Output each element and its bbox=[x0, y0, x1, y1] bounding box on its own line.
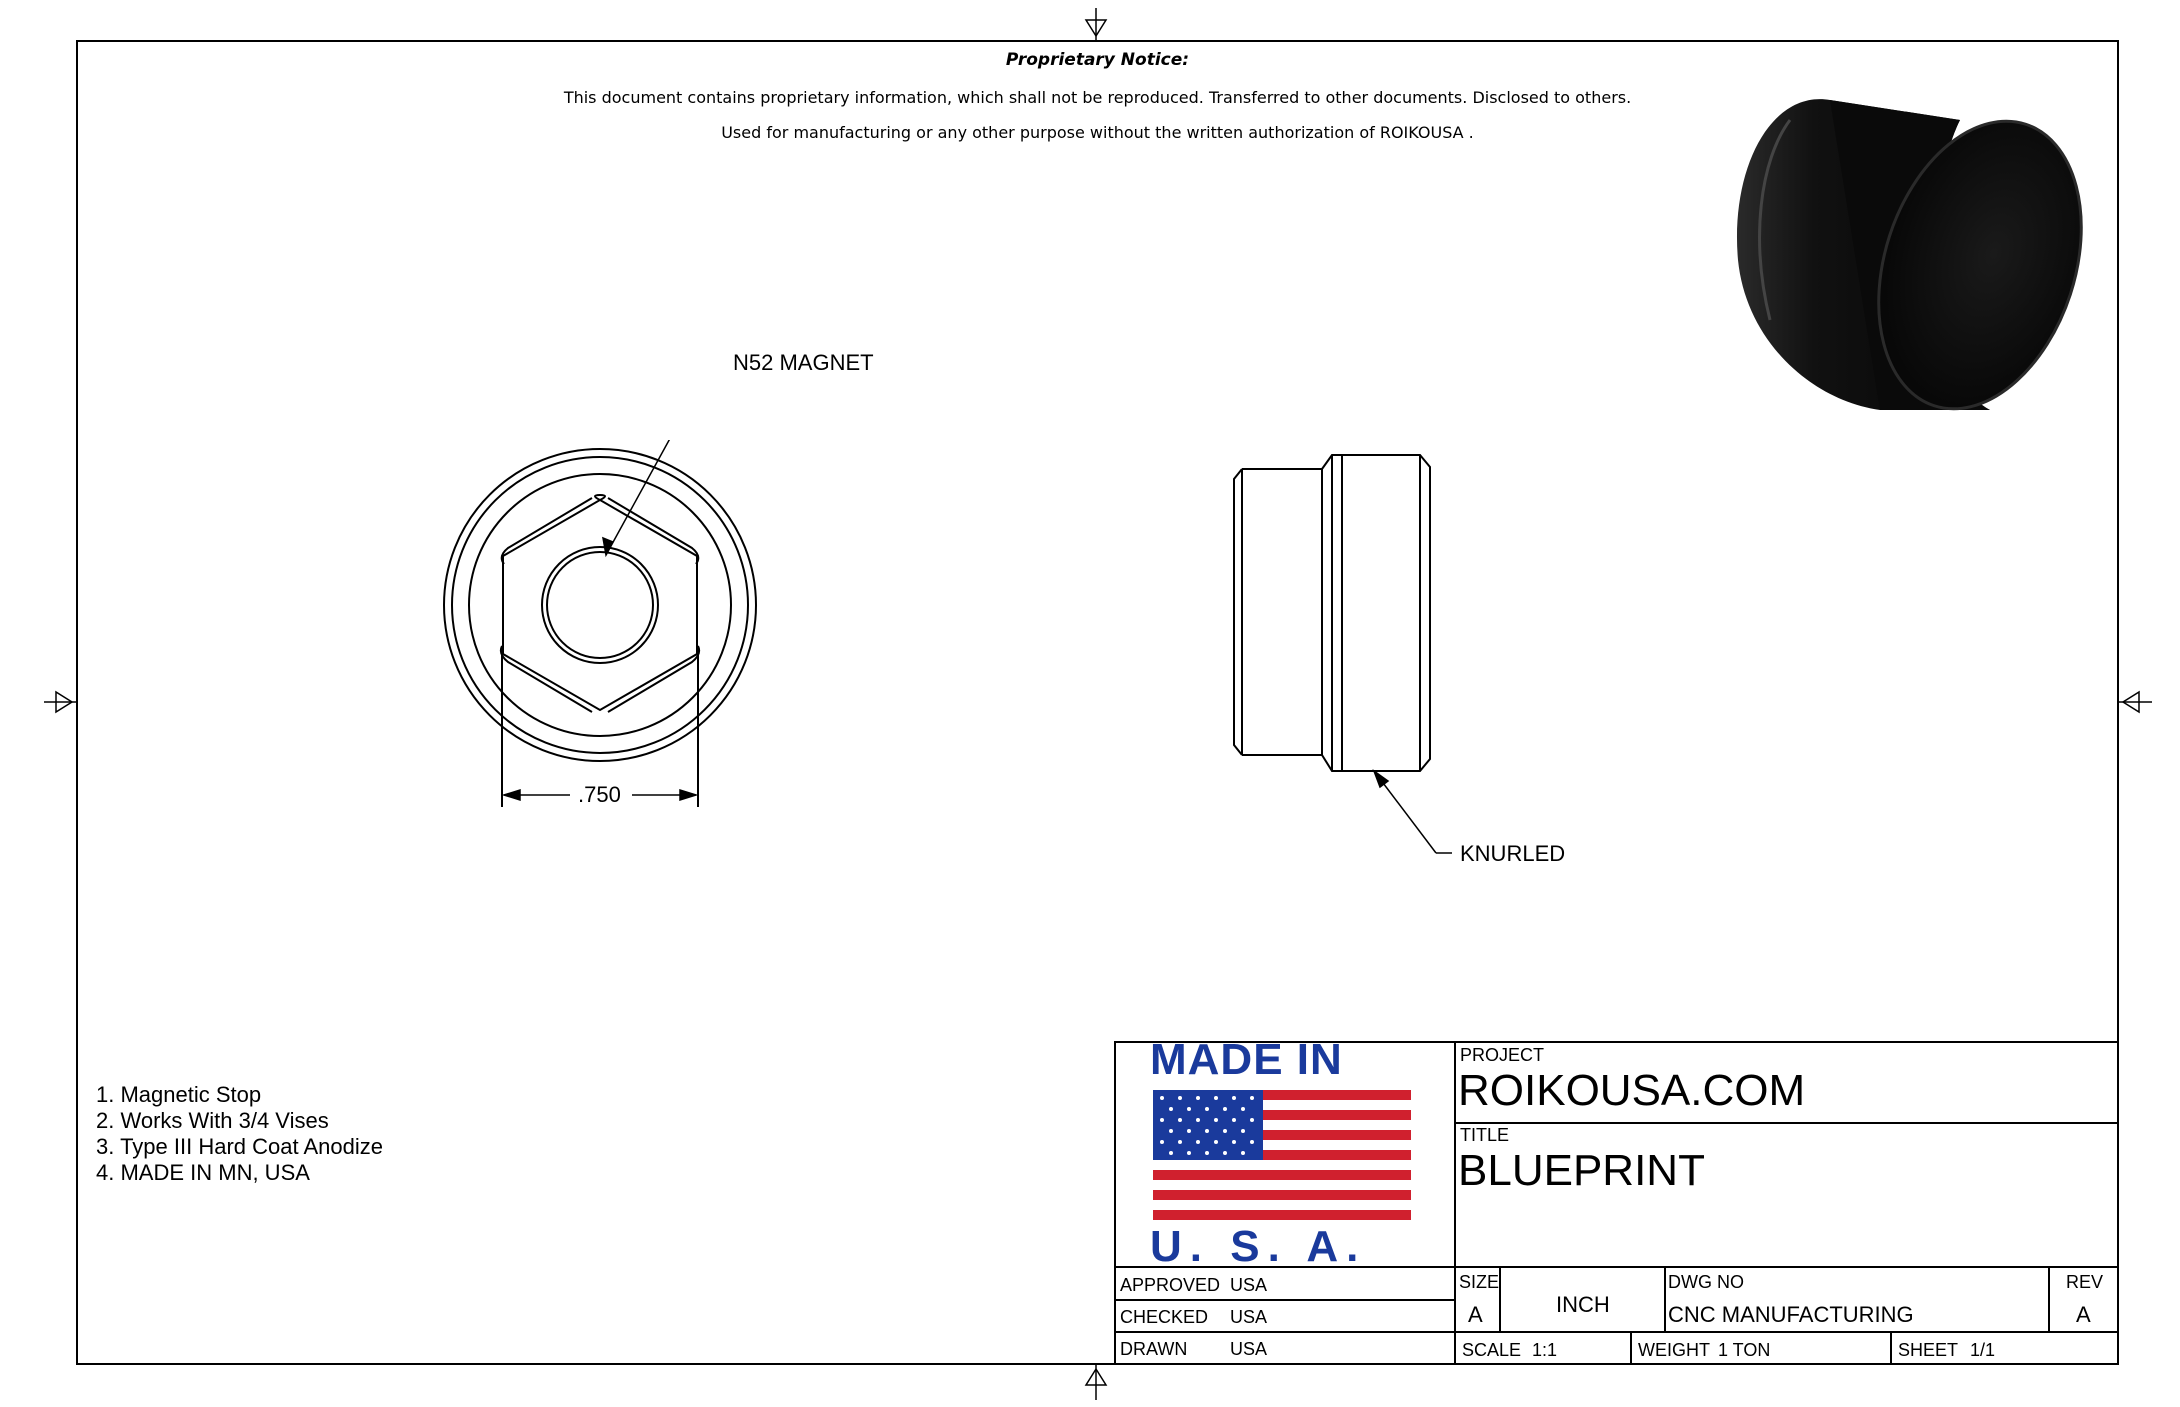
general-notes bbox=[96, 1082, 383, 1186]
front-view-drawing bbox=[420, 440, 780, 840]
units-value: INCH bbox=[1556, 1292, 1610, 1317]
project-value: ROIKOUSA.COM bbox=[1458, 1066, 1806, 1115]
checked-value: USA bbox=[1230, 1307, 1268, 1327]
dwg-no-label: DWG NO bbox=[1668, 1272, 1744, 1292]
notice-title: Proprietary Notice: bbox=[1005, 50, 1190, 70]
sheet-value: 1/1 bbox=[1970, 1340, 1996, 1360]
scale-label: SCALE bbox=[1462, 1340, 1522, 1360]
scale-value: 1:1 bbox=[1532, 1340, 1558, 1360]
sheet-label: SHEET bbox=[1898, 1340, 1959, 1360]
dimension-label: .750 bbox=[578, 782, 621, 807]
side-view-drawing bbox=[1220, 445, 1580, 865]
note-item: 2. Works With 3/4 Vises bbox=[96, 1108, 329, 1133]
rev-value: A bbox=[2076, 1302, 2091, 1327]
checked-label: CHECKED bbox=[1120, 1307, 1209, 1327]
rev-label: REV bbox=[2066, 1272, 2104, 1292]
approved-label: APPROVED bbox=[1120, 1275, 1221, 1295]
magnet-callout: N52 MAGNET bbox=[733, 350, 874, 375]
part-render-image bbox=[1730, 80, 2090, 440]
project-label: PROJECT bbox=[1460, 1045, 1545, 1065]
note-item: 1. Magnetic Stop bbox=[96, 1082, 262, 1107]
notice-line-2: Used for manufacturing or any other purpose without the written authorization of ROIKOUSA . bbox=[721, 123, 1474, 142]
weight-value: 1 TON bbox=[1718, 1340, 1771, 1360]
notice-line-1: This document contains proprietary information, which shall not be reproduced. Transferred to other documents. Disclosed to others. bbox=[563, 88, 1632, 107]
title-label: TITLE bbox=[1460, 1125, 1510, 1145]
weight-label: WEIGHT bbox=[1638, 1340, 1710, 1360]
drawn-label: DRAWN bbox=[1120, 1339, 1188, 1359]
title-value: BLUEPRINT bbox=[1458, 1146, 1705, 1195]
logo-top-text: MADE IN bbox=[1150, 1035, 1343, 1084]
note-item: 3. Type III Hard Coat Anodize bbox=[96, 1134, 383, 1159]
size-label: SIZE bbox=[1459, 1272, 1500, 1292]
dwg-no-value: CNC MANUFACTURING bbox=[1668, 1302, 1914, 1327]
size-value: A bbox=[1468, 1302, 1483, 1327]
us-flag-icon bbox=[1153, 1090, 1411, 1220]
note-item: 4. MADE IN MN, USA bbox=[96, 1160, 310, 1185]
logo-bottom-text: U. S. A. bbox=[1150, 1222, 1367, 1271]
approved-value: USA bbox=[1230, 1275, 1268, 1295]
knurled-callout: KNURLED bbox=[1460, 841, 1566, 866]
drawn-value: USA bbox=[1230, 1339, 1268, 1359]
